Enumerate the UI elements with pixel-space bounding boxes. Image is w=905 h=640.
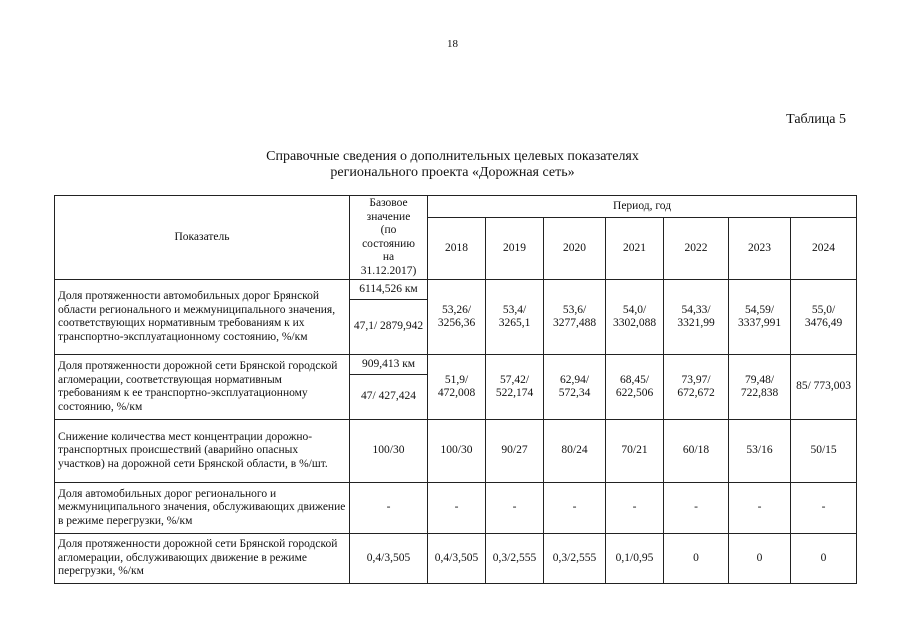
value-cell: 51,9/ 472,008: [428, 355, 486, 420]
base-header-line: значение: [366, 210, 411, 223]
value-cell: 54,0/ 3302,088: [606, 280, 664, 355]
value-cell: 100/30: [428, 420, 486, 483]
value-cell: 50/15: [791, 420, 857, 483]
value-cell: 0: [729, 534, 791, 584]
document-title: [0, 149, 905, 181]
page-number: 18: [447, 38, 458, 50]
value-cell: -: [428, 483, 486, 534]
value-cell: -: [486, 483, 544, 534]
value-cell: 70/21: [606, 420, 664, 483]
table-label: Таблица 5: [786, 112, 846, 127]
value-cell: 54,59/ 3337,991: [729, 280, 791, 355]
value-cell: 79,48/ 722,838: [729, 355, 791, 420]
indicator-cell: Доля протяженности дорожной сети Брянской городской агломерации, обслуживающих движение в режиме перегрузки, %/км: [55, 534, 350, 584]
table-row: [55, 280, 857, 300]
year-header: 2024: [791, 217, 857, 279]
value-cell: 60/18: [664, 420, 729, 483]
value-cell: -: [664, 483, 729, 534]
header-row: [55, 196, 857, 218]
value-cell: 80/24: [544, 420, 606, 483]
value-cell: 0: [664, 534, 729, 584]
base-header-line: на: [382, 251, 395, 263]
value-cell: 57,42/ 522,174: [486, 355, 544, 420]
value-cell: 53,4/ 3265,1: [486, 280, 544, 355]
value-cell: 0,3/2,555: [544, 534, 606, 584]
value-cell: 55,0/ 3476,49: [791, 280, 857, 355]
year-header: 2021: [606, 217, 664, 279]
period-header: Период, год: [428, 196, 857, 218]
value-cell: 0: [791, 534, 857, 584]
indicator-header: Показатель: [55, 196, 350, 280]
indicator-cell: Снижение количества мест концентрации дорожно-транспортных происшествий (аварийно опасных участков) на дорожной сети Брянской области, в %/шт.: [55, 420, 350, 483]
table-row: [55, 355, 857, 375]
value-cell: 62,94/ 572,34: [544, 355, 606, 420]
table-row: [55, 420, 857, 483]
value-cell: 90/27: [486, 420, 544, 483]
base-value-top: 6114,526 км: [350, 280, 428, 300]
base-header-line: (по состоянию: [362, 224, 415, 250]
year-header: 2020: [544, 217, 606, 279]
indicators-table: [54, 195, 857, 584]
year-header: 2023: [729, 217, 791, 279]
base-value-bottom: 47,1/ 2879,942: [350, 300, 428, 355]
year-header: 2018: [428, 217, 486, 279]
title-line-2: регионального проекта «Дорожная сеть»: [330, 165, 575, 180]
indicator-cell: Доля протяженности автомобильных дорог Брянской области регионального и межмуниципального значения, соответствующих нормативным требованиям к их транспортно-эксплуатационному состоянию, %/км: [55, 280, 350, 355]
base-value-bottom: 47/ 427,424: [350, 375, 428, 420]
value-cell: -: [544, 483, 606, 534]
year-header: 2022: [664, 217, 729, 279]
year-header: 2019: [486, 217, 544, 279]
title-line-1: Справочные сведения о дополнительных целевых показателях: [266, 149, 639, 164]
value-cell: 0,4/3,505: [428, 534, 486, 584]
table-row: [55, 534, 857, 584]
indicator-cell: Доля протяженности дорожной сети Брянской городской агломерации, соответствующая нормативным требованиям к ее транспортно-эксплуатационному состоянию, %/км: [55, 355, 350, 420]
value-cell: 68,45/ 622,506: [606, 355, 664, 420]
indicator-cell: Доля автомобильных дорог регионального и межмуниципального значения, обслуживающих движение в режиме перегрузки, %/км: [55, 483, 350, 534]
value-cell: 53,6/ 3277,488: [544, 280, 606, 355]
table-row: [55, 483, 857, 534]
value-cell: 53,26/ 3256,36: [428, 280, 486, 355]
base-value-cell: 100/30: [350, 420, 428, 483]
base-value-header: [350, 196, 428, 280]
base-value-cell: -: [350, 483, 428, 534]
base-value-cell: 0,4/3,505: [350, 534, 428, 584]
value-cell: 0,3/2,555: [486, 534, 544, 584]
value-cell: -: [729, 483, 791, 534]
value-cell: 85/ 773,003: [791, 355, 857, 420]
base-header-line: Базовое: [369, 197, 408, 209]
value-cell: 54,33/ 3321,99: [664, 280, 729, 355]
value-cell: -: [791, 483, 857, 534]
base-header-line: 31.12.2017): [360, 264, 417, 277]
value-cell: -: [606, 483, 664, 534]
value-cell: 0,1/0,95: [606, 534, 664, 584]
value-cell: 73,97/ 672,672: [664, 355, 729, 420]
base-value-top: 909,413 км: [350, 355, 428, 375]
value-cell: 53/16: [729, 420, 791, 483]
